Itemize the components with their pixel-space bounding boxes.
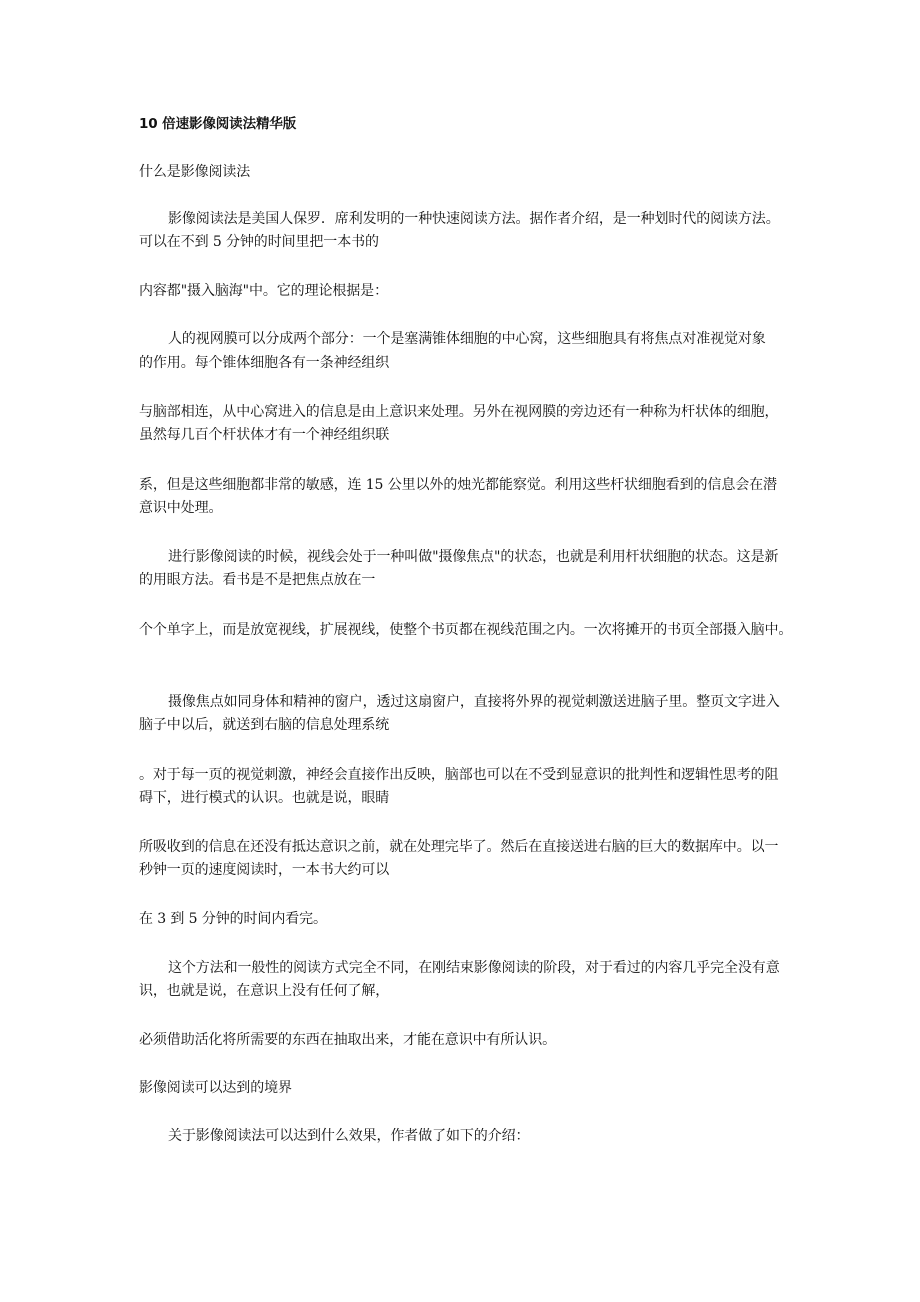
document-title: 10 倍速影像阅读法精华版 xyxy=(139,116,297,132)
paragraph-line: 关于影像阅读法可以达到什么效果，作者做了如下的介绍： xyxy=(168,1128,530,1144)
paragraph-line: 可以在不到 5 分钟的时间里把一本书的 xyxy=(139,234,379,250)
paragraph-line: 碍下，进行模式的认识。也就是说，眼睛 xyxy=(139,790,390,806)
paragraph-line: 虽然每几百个杆状体才有一个神经组织联 xyxy=(139,427,390,443)
paragraph-line: 系，但是这些细胞都非常的敏感，连 15 公里以外的烛光都能察觉。利用这些杆状细胞看到的信息会在潜 xyxy=(139,477,777,493)
paragraph-line: 的作用。每个锥体细胞各有一条神经组织 xyxy=(139,355,390,371)
paragraph-line: 脑子中以后，就送到右脑的信息处理系统 xyxy=(139,717,390,733)
paragraph-line: 的用眼方法。看书是不是把焦点放在一 xyxy=(139,572,376,588)
paragraph-line: 进行影像阅读的时候，视线会处于一种叫做"摄像焦点"的状态，也就是利用杆状细胞的状态。这是新 xyxy=(168,549,779,565)
section-heading: 什么是影像阅读法 xyxy=(139,164,251,180)
section-heading: 影像阅读可以达到的境界 xyxy=(139,1080,292,1096)
paragraph-line: 在 3 到 5 分钟的时间内看完。 xyxy=(139,911,327,927)
paragraph-line: 这个方法和一般性的阅读方式完全不同，在刚结束影像阅读的阶段，对于看过的内容几乎完全没有意 xyxy=(168,960,780,976)
paragraph-line: 所吸收到的信息在还没有抵达意识之前，就在处理完毕了。然后在直接送进右脑的巨大的数据库中。以一 xyxy=(139,839,779,855)
paragraph-line: 识，也就是说，在意识上没有任何了解， xyxy=(139,983,390,999)
paragraph-line: 人的视网膜可以分成两个部分：一个是塞满锥体细胞的中心窝，这些细胞具有将焦点对准视觉对象 xyxy=(168,331,766,347)
paragraph-line: 个个单字上，而是放宽视线，扩展视线，使整个书页都在视线范围之内。一次将摊开的书页全部摄入脑中。 xyxy=(139,622,793,638)
paragraph-line: 内容都"摄入脑海"中。它的理论根据是： xyxy=(139,283,388,299)
paragraph-line: 与脑部相连，从中心窝进入的信息是由上意识来处理。另外在视网膜的旁边还有一种称为杆状体的细胞， xyxy=(139,404,779,420)
paragraph-line: 摄像焦点如同身体和精神的窗户，透过这扇窗户，直接将外界的视觉刺激送进脑子里。整页文字进入 xyxy=(168,694,780,710)
paragraph-line: 意识中处理。 xyxy=(139,500,223,516)
paragraph-line: 秒钟一页的速度阅读时，一本书大约可以 xyxy=(139,862,390,878)
paragraph-line: 必须借助活化将所需要的东西在抽取出来，才能在意识中有所认识。 xyxy=(139,1032,556,1048)
paragraph-line: 。对于每一页的视觉刺激，神经会直接作出反映，脑部也可以在不受到显意识的批判性和逻辑性思考的阻 xyxy=(139,767,779,783)
paragraph-line: 影像阅读法是美国人保罗．席利发明的一种快速阅读方法。据作者介绍，是一种划时代的阅读方法。 xyxy=(168,211,780,227)
